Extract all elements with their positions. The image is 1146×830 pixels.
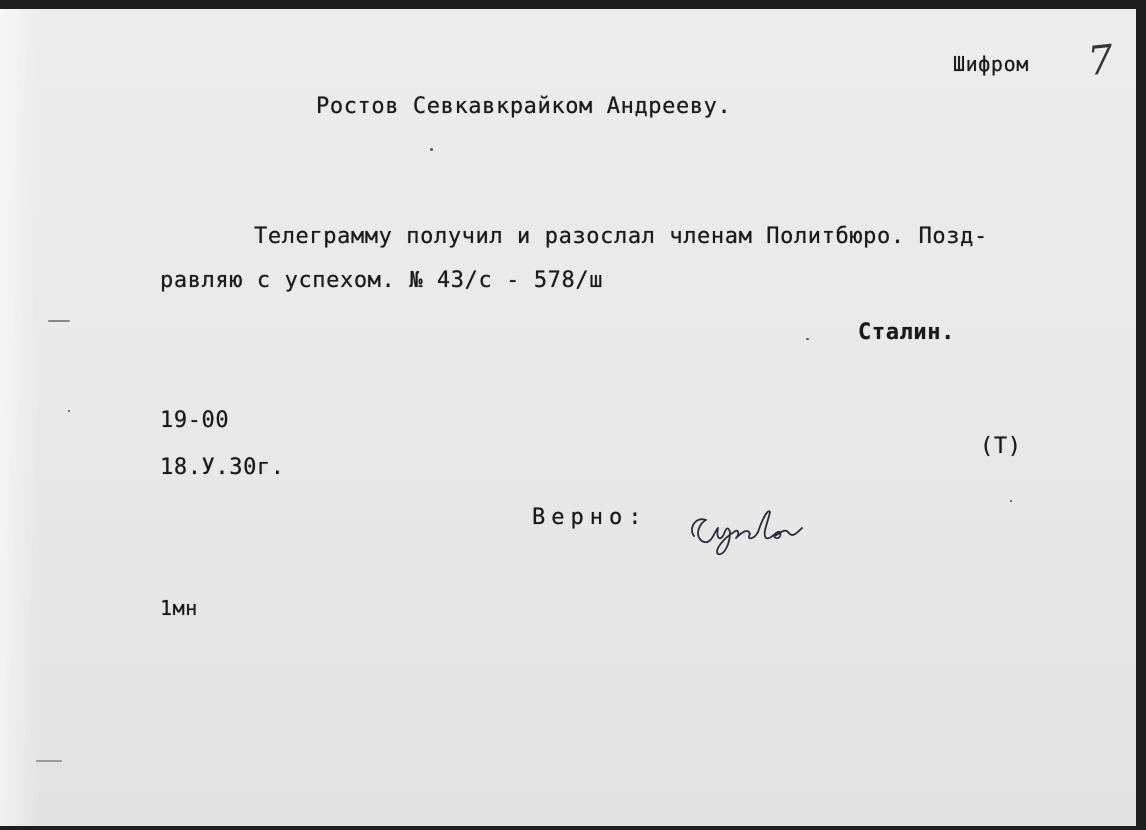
dispatch-time: 19-00 [160, 408, 230, 433]
scan-border-top [0, 0, 1146, 9]
sender-signature: Сталин. [858, 320, 955, 345]
paper-speck [1010, 500, 1012, 502]
paper-shading [0, 0, 40, 830]
scan-border-right [1136, 0, 1146, 830]
paper-mark [48, 320, 70, 322]
page-number: 7 [1085, 36, 1116, 86]
cipher-mark: Шифром [953, 52, 1029, 76]
paper-speck [68, 410, 70, 412]
handwritten-signature [684, 498, 814, 560]
scan-border-bottom [0, 826, 1146, 830]
paper-speck [806, 338, 809, 340]
copies-count: 1мн [160, 596, 198, 620]
addressee-line: Ростов Севкавкрайком Андрееву. [316, 94, 732, 119]
dispatch-date: 18.У.30г. [160, 455, 285, 480]
certified-label: Верно: [532, 505, 648, 530]
paper-speck [430, 148, 433, 151]
message-body-line-1: Телеграмму получил и разослал членам Политбюро. Позд- [254, 224, 988, 249]
paper-mark [36, 760, 62, 762]
message-body-line-2: равляю с успехом. № 43/с - 578/ш [160, 268, 604, 293]
t-marker: (Т) [980, 434, 1022, 459]
